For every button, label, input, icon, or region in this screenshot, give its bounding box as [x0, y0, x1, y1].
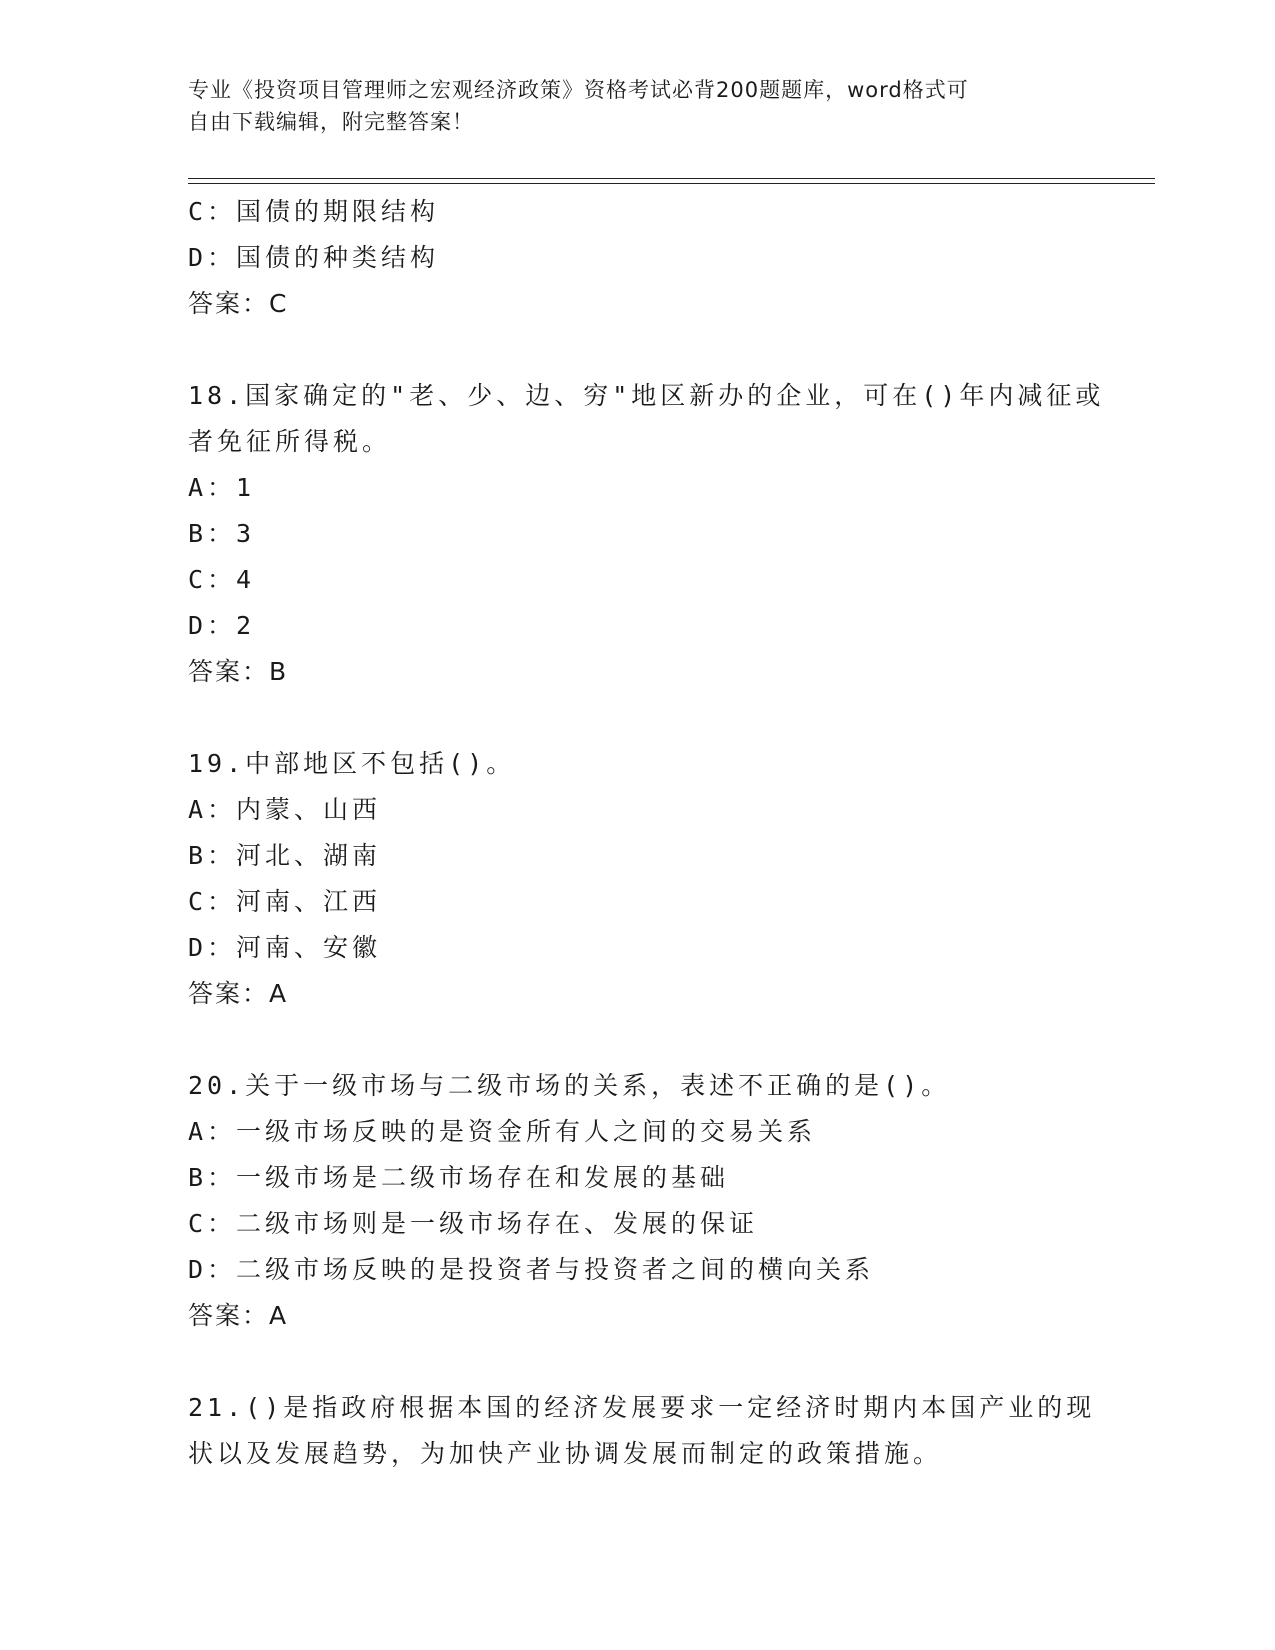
option-d: D：国债的种类结构: [188, 243, 440, 272]
question-stem-continued: 状以及发展趋势，为加快产业协调发展而制定的政策措施。: [188, 1439, 943, 1468]
question-content: [188, 189, 1105, 1477]
answer-line: 答案：B: [188, 657, 289, 686]
option-b: B：一级市场是二级市场存在和发展的基础: [188, 1163, 730, 1192]
header-divider-top: [188, 178, 1155, 179]
option-a: A：一级市场反映的是资金所有人之间的交易关系: [188, 1117, 817, 1146]
document-header: [188, 74, 1088, 138]
option-d: D：河南、安徽: [188, 933, 382, 962]
option-c: C：二级市场则是一级市场存在、发展的保证: [188, 1209, 759, 1238]
option-d: D：2: [188, 611, 256, 640]
option-a: A：内蒙、山西: [188, 795, 382, 824]
option-b: B：河北、湖南: [188, 841, 382, 870]
header-divider-bottom: [188, 183, 1155, 184]
answer-line: 答案：A: [188, 979, 289, 1008]
option-d: D：二级市场反映的是投资者与投资者之间的横向关系: [188, 1255, 875, 1284]
header-line-2: 自由下载编辑，附完整答案！: [188, 110, 474, 134]
option-c: C：河南、江西: [188, 887, 382, 916]
question-stem-continued: 者免征所得税。: [188, 427, 392, 456]
option-c: C：国债的期限结构: [188, 197, 440, 226]
question-stem: 20.关于一级市场与二级市场的关系，表述不正确的是()。: [188, 1071, 951, 1100]
option-c: C：4: [188, 565, 256, 594]
question-stem: 21.()是指政府根据本国的经济发展要求一定经济时期内本国产业的现: [188, 1393, 1096, 1422]
question-stem: 19.中部地区不包括()。: [188, 749, 516, 778]
option-a: A：1: [188, 473, 256, 502]
option-b: B：3: [188, 519, 256, 548]
header-line-1: 专业《投资项目管理师之宏观经济政策》资格考试必背200题题库，word格式可: [188, 78, 969, 102]
answer-line: 答案：C: [188, 289, 289, 318]
answer-line: 答案：A: [188, 1301, 289, 1330]
question-stem: 18.国家确定的"老、少、边、穷"地区新办的企业，可在()年内减征或: [188, 381, 1105, 410]
